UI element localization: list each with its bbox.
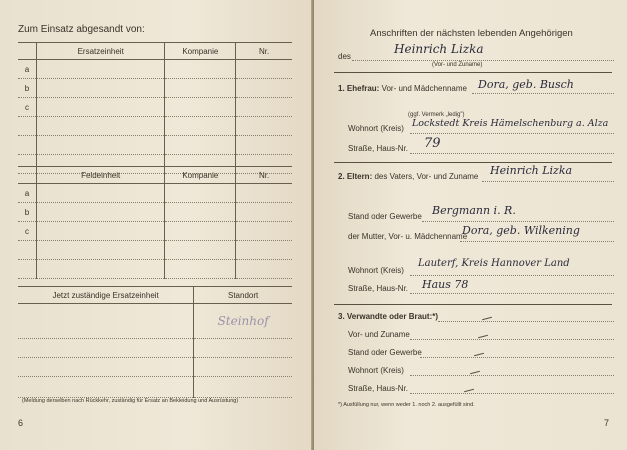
col-standort: Standort — [194, 287, 292, 304]
verwandte-strasse-label: Straße, Haus-Nr. — [348, 384, 409, 393]
row-label: c — [18, 98, 36, 117]
eltern-heading: 2. Eltern: — [338, 172, 373, 181]
table-row — [18, 79, 292, 98]
standort-stamp: Steinhof — [217, 314, 269, 328]
cell[interactable] — [236, 79, 292, 98]
cell[interactable] — [165, 60, 236, 79]
table-row — [18, 136, 292, 155]
strike-mark — [474, 353, 484, 357]
ehefrau-name: Dora, geb. Busch — [478, 78, 574, 91]
cell[interactable] — [165, 79, 236, 98]
col-feldeinheit: Feldeinheit — [36, 167, 165, 184]
right-page-title: Anschriften der nächsten lebenden Angehörigen — [370, 28, 573, 39]
table-row — [18, 241, 292, 260]
eltern-strasse-value: Haus 78 — [422, 278, 469, 291]
soldier-name: Heinrich Lizka — [394, 42, 484, 56]
section-ehefrau — [338, 84, 467, 93]
strike-mark — [482, 317, 492, 321]
zustaendige-ersatzeinheit-table — [18, 286, 292, 398]
ersatzeinheit-table — [18, 42, 292, 174]
eltern-wohnort-label: Wohnort (Kreis) — [348, 266, 404, 275]
table-row — [18, 184, 292, 203]
table-row — [18, 117, 292, 136]
mutter-label: der Mutter, Vor- u. Mädchenname — [348, 232, 468, 241]
cell[interactable] — [236, 60, 292, 79]
verwandte-stand-label: Stand oder Gewerbe — [348, 348, 422, 357]
table-row — [18, 98, 292, 117]
right-page-number: 7 — [604, 418, 610, 428]
table-row — [18, 203, 292, 222]
verwandte-vor-label: Vor- und Zuname — [348, 330, 410, 339]
corner-cell — [18, 167, 36, 184]
strike-mark — [478, 335, 488, 339]
ehefrau-note: (ggf. Vermerk „ledig") — [408, 112, 465, 118]
mutter-name: Dora, geb. Wilkening — [462, 224, 580, 237]
eltern-heading-rest: des Vaters, Vor- und Zuname — [374, 172, 479, 181]
cell[interactable] — [36, 79, 165, 98]
vater-name: Heinrich Lizka — [490, 164, 573, 177]
col-jetzt-zustaendige: Jetzt zuständige Ersatzeinheit — [18, 287, 194, 304]
right-page — [314, 0, 627, 450]
row-label: a — [18, 60, 36, 79]
verwandte-wohnort-label: Wohnort (Kreis) — [348, 366, 404, 375]
col-kompanie: Kompanie — [165, 43, 236, 60]
ehefrau-strasse-value: 79 — [424, 136, 441, 151]
left-footnote: (Meldung derselben nach Rückkehr, zuständig für Ersatz an Bekleidung und Ausrüstung) — [22, 398, 239, 404]
verwandte-heading: 3. Verwandte oder Braut:*) — [338, 312, 439, 321]
table-row — [18, 260, 292, 279]
feldeinheit-table — [18, 166, 292, 279]
section-eltern — [338, 172, 478, 181]
table-row — [18, 60, 292, 79]
row-label: c — [18, 222, 36, 241]
ehefrau-heading: 1. Ehefrau: — [338, 84, 380, 93]
eltern-strasse-label: Straße, Haus-Nr. — [348, 284, 409, 293]
ehefrau-wohnort-value: Lockstedt Kreis Hämelschenburg a. Alza — [412, 118, 609, 129]
left-page — [0, 0, 313, 450]
ehefrau-strasse-label: Straße, Haus-Nr. — [348, 144, 409, 153]
cell[interactable] — [36, 98, 165, 117]
row-label: b — [18, 79, 36, 98]
row-label: b — [18, 203, 36, 222]
col-nr: Nr. — [236, 43, 292, 60]
corner-cell — [18, 43, 36, 60]
name-hint: (Vor- und Zuname) — [432, 62, 483, 68]
col-ersatzeinheit: Ersatzeinheit — [36, 43, 165, 60]
cell[interactable] — [236, 98, 292, 117]
left-page-title: Zum Einsatz abgesandt von: — [18, 24, 145, 35]
ehefrau-wohnort-label: Wohnort (Kreis) — [348, 124, 404, 133]
vater-stand-value: Bergmann i. R. — [432, 204, 516, 217]
vater-stand-label: Stand oder Gewerbe — [348, 212, 422, 221]
col-nr: Nr. — [236, 167, 292, 184]
des-label: des — [338, 52, 351, 61]
cell[interactable] — [36, 60, 165, 79]
ehefrau-heading-rest: Vor- und Mädchenname — [381, 84, 467, 93]
table-row — [18, 304, 292, 339]
row-label: a — [18, 184, 36, 203]
cell[interactable] — [165, 98, 236, 117]
right-footnote: *) Ausfüllung nur, wenn weder 1. noch 2. ausgefüllt sind. — [338, 402, 475, 408]
table-row — [18, 222, 292, 241]
eltern-wohnort-value: Lauterf, Kreis Hannover Land — [418, 258, 570, 269]
col-kompanie: Kompanie — [165, 167, 236, 184]
strike-mark — [470, 371, 480, 375]
strike-mark — [464, 389, 474, 393]
left-page-number: 6 — [18, 418, 24, 428]
